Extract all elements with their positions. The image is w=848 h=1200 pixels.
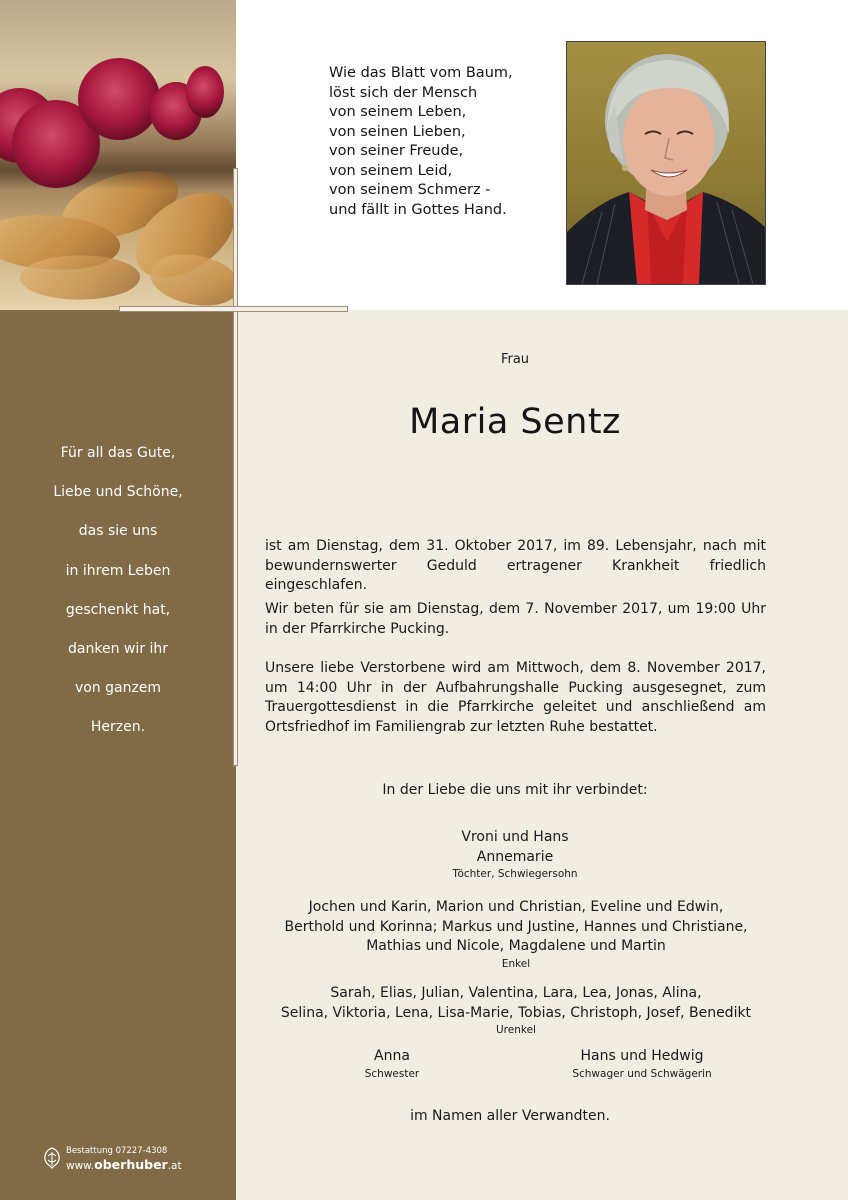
tribute-line: geschenkt hat, (65, 601, 171, 618)
tribute-line: in ihrem Leben (65, 562, 171, 579)
grandchildren-line: Jochen und Karin, Marion und Christian, Eveline und Edwin, (308, 899, 724, 915)
poem (329, 64, 549, 220)
grandchildren-line: Berthold und Korinna; Markus und Justine, Hannes und Christiane, (284, 918, 748, 935)
grandchildren-group (266, 898, 766, 971)
poem-line: und fällt in Gottes Hand. (329, 201, 507, 218)
deceased-name: Maria Sentz (409, 402, 621, 442)
poem-line: von seinen Lieben, (329, 123, 466, 140)
left-tribute (20, 440, 216, 754)
poem-line: löst sich der Mensch (329, 84, 478, 101)
closing-line: im Namen aller Verwandten. (410, 1108, 610, 1124)
website-suffix: .at (167, 1160, 182, 1172)
poem-line: von seinem Leben, (329, 104, 467, 120)
funeral-home-logo-icon (42, 1146, 62, 1170)
poem-line: von seinem Leid, (329, 162, 453, 179)
tribute-line: von ganzem (74, 680, 162, 697)
roses-photo (0, 0, 236, 310)
tribute-line: Für all das Gute, (60, 445, 176, 461)
mourners-intro: In der Liebe die uns mit ihr verbindet: (382, 782, 648, 798)
great-grandchildren-group (266, 984, 766, 1037)
funeral-paragraph: Unsere liebe Verstorbene wird am Mittwoch, dem 8. November 2017, um 14:00 Uhr in der Aufbahrungshalle Pucking ausgesegnet, zum Trauergottesdienst in die Pfarrkirche geleitet und anschließend am Ortsfriedhof im Familiengrab zur letzten Ruhe bestattet. (265, 660, 766, 735)
sister-name: Anna (374, 1048, 410, 1064)
daughters-relation: Töchter, Schwiegersohn (452, 868, 578, 880)
website-brand: oberhuber (94, 1157, 168, 1172)
salutation: Frau (500, 352, 530, 367)
death-notice-paragraph: ist am Dienstag, dem 31. Oktober 2017, im 89. Lebensjahr, nach mit bewundernswerter Geduld ertragener Krankheit friedlich eingeschlafen. (265, 538, 766, 593)
poem-line: von seinem Schmerz - (329, 182, 491, 198)
daughters-line: Vroni und Hans (461, 829, 569, 845)
tribute-line: das sie uns (78, 523, 158, 540)
sister-relation: Schwester (364, 1067, 420, 1080)
daughters-line: Annemarie (476, 848, 554, 865)
tribute-line: danken wir ihr (68, 640, 168, 657)
funeral-home-website[interactable] (66, 1157, 182, 1172)
portrait-figure (567, 42, 765, 284)
great-grandchildren-relation: Urenkel (496, 1024, 536, 1036)
great-grandchildren-line: Sarah, Elias, Julian, Valentina, Lara, Lea, Jonas, Alina, (330, 985, 702, 1001)
website-prefix: www. (66, 1160, 95, 1172)
great-grandchildren-line: Selina, Viktoria, Lena, Lisa-Marie, Tobias, Christoph, Josef, Benedikt (280, 1004, 752, 1021)
portrait-photo (566, 41, 766, 285)
sister-group (332, 1047, 452, 1081)
daughters-group (330, 828, 700, 881)
tribute-line: Herzen. (90, 719, 146, 736)
in-laws-relation: Schwager und Schwägerin (572, 1067, 712, 1080)
tribute-line: Liebe und Schöne, (53, 484, 183, 501)
poem-line: Wie das Blatt vom Baum, (329, 65, 513, 81)
cross-vertical-beam (233, 168, 238, 766)
poem-line: von seiner Freude, (329, 143, 464, 159)
funeral-home-phone: Bestattung 07227-4308 (66, 1146, 168, 1156)
in-laws-group (552, 1047, 732, 1081)
cross-horizontal-beam (119, 306, 348, 312)
grandchildren-line: Mathias und Nicole, Magdalene und Martin (366, 938, 666, 954)
grandchildren-relation: Enkel (501, 957, 531, 970)
prayer-paragraph: Wir beten für sie am Dienstag, dem 7. November 2017, um 19:00 Uhr in der Pfarrkirche Pucking. (265, 601, 766, 637)
in-laws-name: Hans und Hedwig (580, 1048, 704, 1064)
